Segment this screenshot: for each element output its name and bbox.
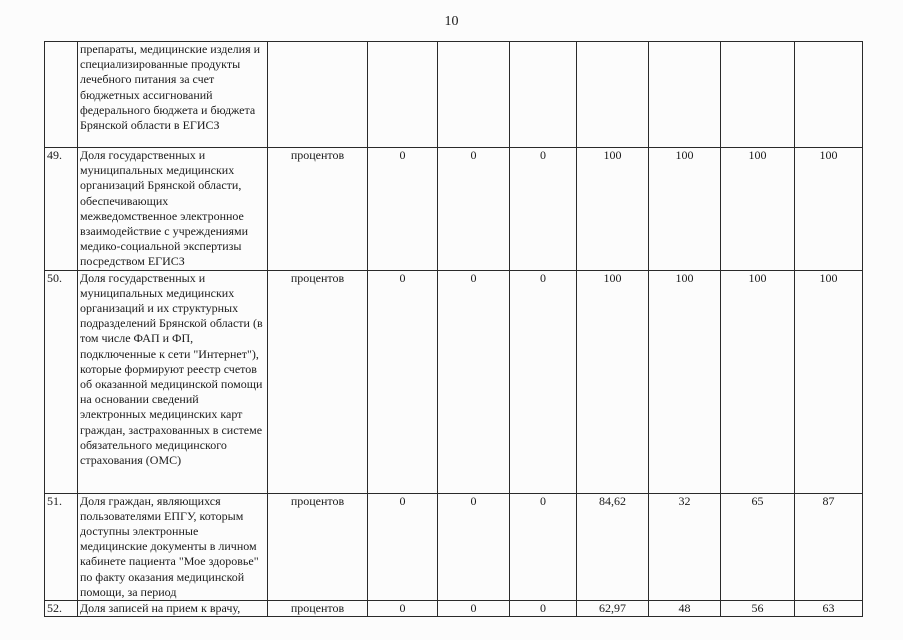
unit-cell: процентов (268, 493, 368, 600)
value-cell (368, 42, 438, 148)
value-cell (577, 42, 649, 148)
value-cell: 56 (721, 601, 795, 617)
unit-cell: процентов (268, 270, 368, 493)
unit-cell: процентов (268, 148, 368, 271)
indicator-table (44, 41, 863, 617)
row-number: 52. (45, 601, 78, 617)
value-cell: 32 (649, 493, 721, 600)
value-cell: 0 (438, 493, 510, 600)
value-cell: 100 (577, 148, 649, 271)
value-cell: 0 (368, 601, 438, 617)
value-cell: 84,62 (577, 493, 649, 600)
value-cell: 0 (438, 601, 510, 617)
value-cell: 0 (368, 148, 438, 271)
indicator-description: Доля государственных и муниципальных медицинских организаций и их структурных подразделений Брянской области (в том числе ФАП и ФП, подключенные к сети "Интернет"), которые формируют реестр счетов об оказанной медицинской помощи на основании сведений электронных медицинских карт граждан, застрахованных в системе обязательного медицинского страхования (ОМС) (78, 270, 268, 493)
value-cell: 0 (510, 270, 577, 493)
indicator-description: Доля государственных и муниципальных медицинских организаций Брянской области, обеспечивающих межведомственное электронное взаимодействие с учреждениями медико-социальной экспертизы посредством ЕГИСЗ (78, 148, 268, 271)
value-cell: 0 (510, 493, 577, 600)
row-number: 50. (45, 270, 78, 493)
value-cell: 100 (795, 270, 863, 493)
value-cell (510, 42, 577, 148)
value-cell (795, 42, 863, 148)
row-number: 49. (45, 148, 78, 271)
unit-cell: процентов (268, 601, 368, 617)
table-row (45, 493, 863, 600)
table-row (45, 270, 863, 493)
value-cell: 0 (368, 270, 438, 493)
value-cell: 100 (577, 270, 649, 493)
row-number (45, 42, 78, 148)
value-cell: 62,97 (577, 601, 649, 617)
value-cell: 0 (438, 270, 510, 493)
table-row (45, 148, 863, 271)
row-number: 51. (45, 493, 78, 600)
indicator-description: Доля записей на прием к врачу, (78, 601, 268, 617)
value-cell: 100 (795, 148, 863, 271)
value-cell (721, 42, 795, 148)
value-cell: 100 (649, 148, 721, 271)
table-row (45, 42, 863, 148)
value-cell (649, 42, 721, 148)
value-cell: 0 (438, 148, 510, 271)
value-cell: 63 (795, 601, 863, 617)
value-cell: 65 (721, 493, 795, 600)
value-cell: 0 (510, 148, 577, 271)
indicator-description: препараты, медицинские изделия и специализированные продукты лечебного питания за счет бюджетных ассигнований федерального бюджета и бюджета Брянской области в ЕГИСЗ (78, 42, 268, 148)
table-row (45, 601, 863, 617)
value-cell: 48 (649, 601, 721, 617)
unit-cell (268, 42, 368, 148)
value-cell: 0 (368, 493, 438, 600)
value-cell: 100 (649, 270, 721, 493)
page-number: 10 (444, 14, 459, 29)
value-cell: 0 (510, 601, 577, 617)
value-cell: 100 (721, 148, 795, 271)
value-cell: 100 (721, 270, 795, 493)
indicator-description: Доля граждан, являющихся пользователями ЕПГУ, которым доступны электронные медицинские документы в личном кабинете пациента "Мое здоровье" по факту оказания медицинской помощи, за период (78, 493, 268, 600)
value-cell: 87 (795, 493, 863, 600)
value-cell (438, 42, 510, 148)
